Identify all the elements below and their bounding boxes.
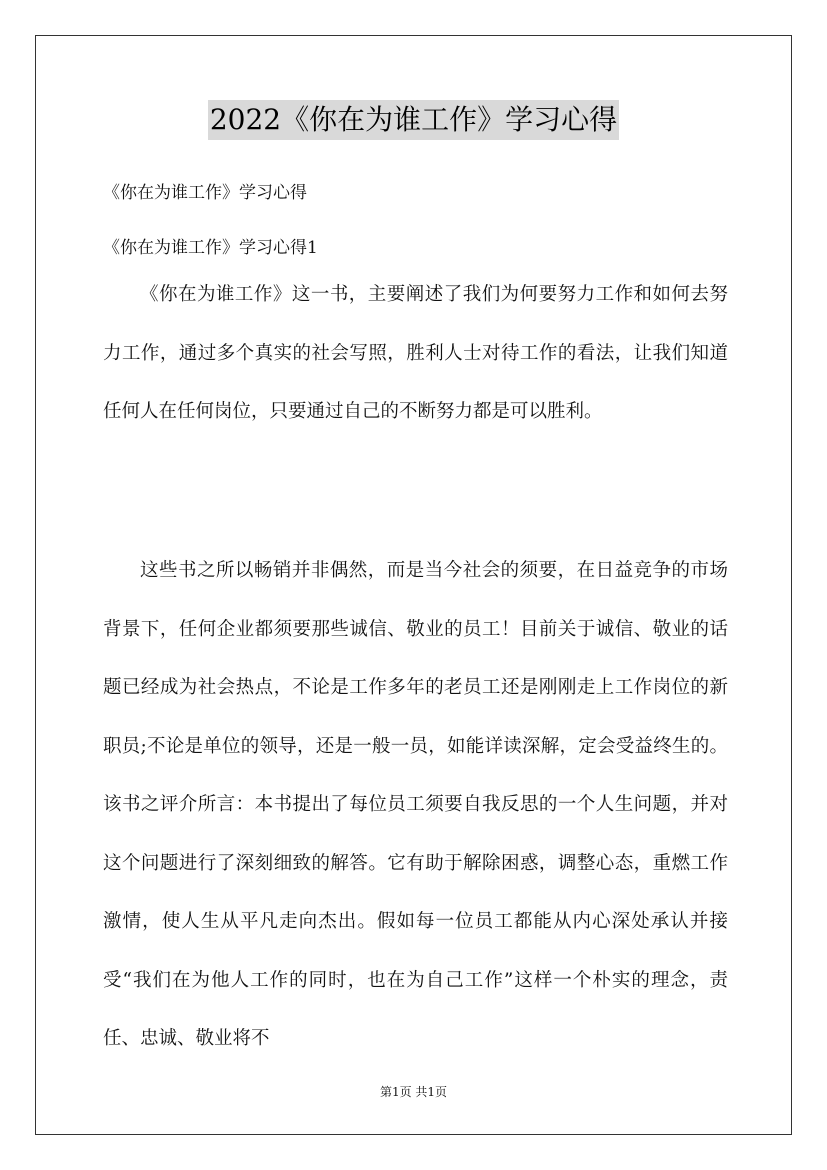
paragraph-2: 这些书之所以畅销并非偶然，而是当今社会的须要，在日益竞争的市场背景下，任何企业都须要那些诚信、敬业的员工！目前关于诚信、敬业的话题已经成为社会热点，不论是工作多年的老员工还是刚刚走上工作岗位的新职员;不论是单位的领导，还是一般一员，如能详读深解，定会受益终生的。该书之评介所言：本书提出了每位员工须要自我反思的一个人生问题，并对这个问题进行了深刻细致的解答。它有助于解除困惑，调整心态，重燃工作激情，使人生从平凡走向杰出。假如每一位员工都能从内心深处承认并接受“我们在为他人工作的同时，也在为自己工作”这样一个朴实的理念，责任、忠诚、敬业将不 — [103, 560, 728, 1049]
paragraph-1: 《你在为谁工作》这一书，主要阐述了我们为何要努力工作和如何去努力工作，通过多个真实的社会写照，胜利人士对待工作的看法，让我们知道任何人在任何岗位，只要通过自己的不断努力都是可以胜利。 — [103, 284, 728, 422]
subtitle-line-1: 《你在为谁工作》学习心得 — [103, 183, 307, 203]
title-container — [0, 100, 827, 140]
subtitle-line-2: 《你在为谁工作》学习心得1 — [103, 238, 318, 258]
page-footer: 第1页 共1页 — [379, 1085, 448, 1099]
document-title: 2022《你在为谁工作》学习心得 — [208, 100, 619, 140]
